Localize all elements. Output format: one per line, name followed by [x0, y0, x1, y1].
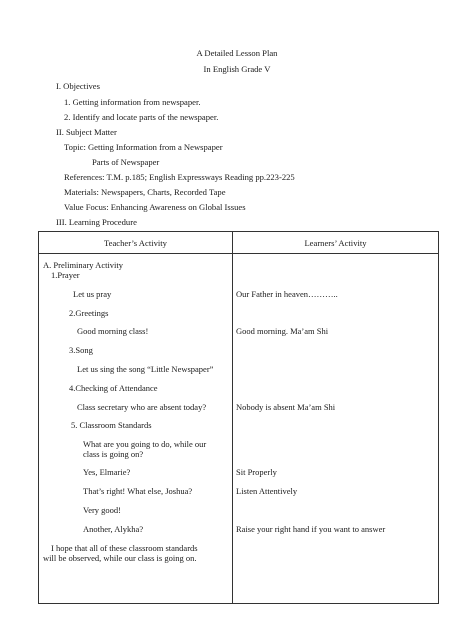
teacher-line: Another, Alykha?: [83, 524, 144, 534]
lesson-procedure-table: [38, 231, 439, 604]
teacher-line: 4.Checking of Attendance: [69, 383, 158, 393]
teacher-line: 1.Prayer: [51, 270, 80, 280]
document-subtitle: In English Grade V: [203, 64, 271, 74]
learner-line: Sit Properly: [236, 467, 277, 477]
teacher-line: Let us sing the song “Little Newspaper”: [77, 364, 214, 374]
learner-line: Good morning. Ma’am Shi: [236, 326, 329, 336]
teacher-line: Yes, Elmarie?: [83, 467, 131, 477]
learner-line: Raise your right hand if you want to answer: [236, 524, 386, 534]
learning-procedure-heading: III. Learning Procedure: [56, 217, 137, 227]
table-header-row: [39, 232, 439, 254]
learner-line: Listen Attentively: [236, 486, 298, 496]
materials-line: Materials: Newspapers, Charts, Recorded Tape: [64, 187, 226, 197]
learner-activity-header: Learners’ Activity: [233, 232, 439, 254]
teacher-activity-cell: [39, 254, 233, 604]
topic-sub-line: Parts of Newspaper: [92, 157, 160, 167]
value-focus-line: Value Focus: Enhancing Awareness on Global Issues: [64, 202, 246, 212]
references-line: References: T.M. p.185; English Expressways Reading pp.223-225: [64, 172, 295, 182]
objective-item: 1. Getting information from newspaper.: [64, 97, 201, 107]
teacher-line: Very good!: [83, 505, 122, 515]
objectives-heading: I. Objectives: [56, 81, 100, 91]
teacher-line: 2.Greetings: [69, 308, 109, 318]
learner-line: Our Father in heaven………..: [236, 289, 338, 299]
objective-item: 2. Identify and locate parts of the newspaper.: [64, 112, 219, 122]
teacher-line: Class secretary who are absent today?: [77, 402, 207, 412]
subject-matter-heading: II. Subject Matter: [56, 127, 117, 137]
teacher-line: What are you going to do, while our: [83, 439, 207, 449]
learner-activity-cell: [233, 254, 439, 604]
document-title: A Detailed Lesson Plan: [196, 48, 278, 58]
teacher-line: A. Preliminary Activity: [43, 260, 124, 270]
teacher-line: Good morning class!: [77, 326, 149, 336]
table-row: [39, 254, 439, 604]
teacher-line: That’s right! What else, Joshua?: [83, 486, 193, 496]
learner-line: Nobody is absent Ma’am Shi: [236, 402, 336, 412]
teacher-line: I hope that all of these classroom standards: [51, 543, 198, 553]
teacher-line: Let us pray: [73, 289, 112, 299]
teacher-line: 3.Song: [69, 345, 93, 355]
teacher-activity-header: Teacher’s Activity: [39, 232, 233, 254]
teacher-line: 5. Classroom Standards: [71, 420, 152, 430]
teacher-line: will be observed, while our class is going on.: [43, 553, 197, 563]
teacher-line: class is going on?: [83, 449, 144, 459]
topic-line: Topic: Getting Information from a Newspaper: [64, 142, 223, 152]
